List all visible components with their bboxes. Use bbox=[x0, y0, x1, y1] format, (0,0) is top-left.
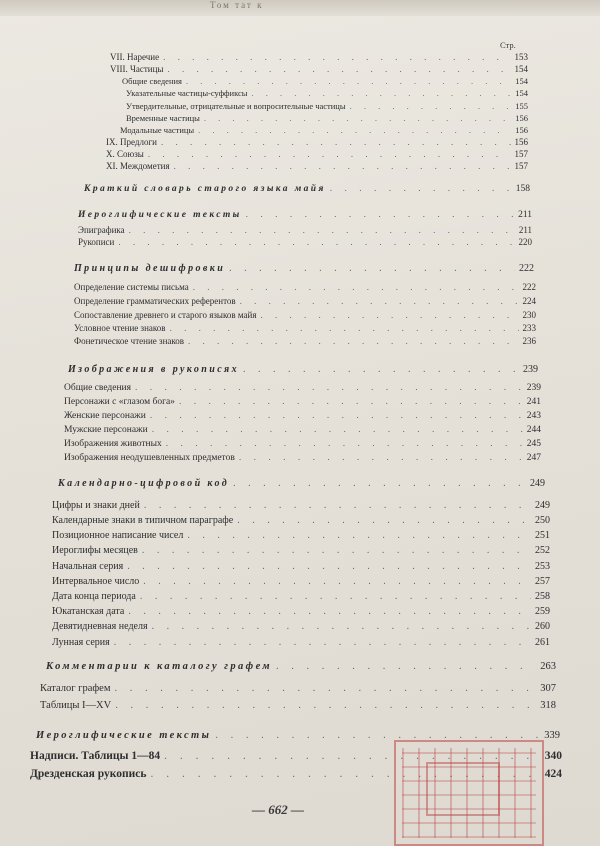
leader-dots bbox=[152, 621, 531, 632]
leader-dots bbox=[187, 530, 531, 541]
leader-dots bbox=[246, 210, 514, 220]
toc-entry-label: Утвердительные, отрицательные и вопросительные частицы bbox=[126, 101, 346, 111]
section-dictionary-page: 158 bbox=[515, 184, 530, 194]
leader-dots bbox=[276, 661, 536, 672]
toc-entry bbox=[106, 137, 528, 147]
page-column-label: Стр. bbox=[500, 40, 516, 50]
toc-entry-page: 261 bbox=[535, 637, 550, 648]
toc-entry bbox=[78, 225, 532, 235]
leader-dots bbox=[188, 336, 518, 346]
toc-entry-label: X. Союзы bbox=[106, 149, 144, 159]
toc-entry-label: Надписи. Таблицы 1—84 bbox=[30, 750, 161, 762]
section-images-label: Изображения в рукописях bbox=[68, 364, 240, 375]
leader-dots bbox=[330, 184, 512, 194]
toc-entry bbox=[126, 88, 528, 98]
toc-entry bbox=[52, 515, 550, 526]
leader-dots bbox=[135, 383, 523, 393]
section-images-page: 239 bbox=[523, 364, 538, 375]
toc-entry-page: 157 bbox=[514, 161, 528, 171]
toc-entry-label: Девятидневная неделя bbox=[52, 621, 148, 632]
section-hieroglyphic-texts-2-page: 339 bbox=[544, 730, 560, 741]
page-number: — 662 — bbox=[252, 802, 304, 817]
leader-dots bbox=[229, 263, 515, 274]
toc-entry-label: Сопоставление древнего и старого языков майя bbox=[74, 310, 257, 320]
section-calendar-label: Календарно-цифровой код bbox=[58, 478, 230, 489]
section-decipherment-page: 222 bbox=[519, 263, 534, 274]
leader-dots bbox=[166, 439, 523, 449]
toc-entry-label: Иероглифы месяцев bbox=[52, 545, 138, 556]
toc-entry-label: Эпиграфика bbox=[78, 225, 125, 235]
toc-entry-label: Таблицы I—XV bbox=[40, 700, 112, 711]
toc-entry-page: 156 bbox=[514, 137, 528, 147]
toc-entry-label: Общие сведения bbox=[122, 76, 182, 86]
leader-dots bbox=[163, 52, 510, 62]
toc-entry bbox=[78, 237, 532, 247]
section-comments-label: Комментарии к каталогу графем bbox=[46, 661, 272, 672]
toc-entry-page: 252 bbox=[535, 545, 550, 556]
leader-dots bbox=[115, 700, 536, 711]
leader-dots bbox=[161, 137, 511, 147]
toc-entry-page: 211 bbox=[518, 225, 532, 235]
toc-entry bbox=[52, 530, 550, 541]
toc-entry bbox=[40, 683, 556, 694]
toc-entry-label: Мужские персонажи bbox=[64, 425, 148, 435]
toc-entry-label: Интервальное число bbox=[52, 576, 140, 587]
leader-dots bbox=[237, 515, 531, 526]
toc-entry-page: 245 bbox=[526, 439, 541, 449]
toc-entry-page: 224 bbox=[522, 296, 536, 306]
toc-entry bbox=[106, 149, 528, 159]
toc-entry-page: 318 bbox=[540, 700, 556, 711]
section-decipherment-label: Принципы дешифровки bbox=[74, 263, 226, 274]
section-hieroglyphic-texts-page: 211 bbox=[518, 210, 532, 220]
toc-entry-label: Женские персонажи bbox=[64, 411, 146, 421]
leader-dots bbox=[186, 76, 511, 86]
toc-entry-label: Начальная серия bbox=[52, 561, 124, 572]
toc-entry bbox=[74, 323, 536, 333]
toc-entry-label: Временные частицы bbox=[126, 113, 200, 123]
toc-entry bbox=[52, 545, 550, 556]
leader-dots bbox=[167, 64, 510, 74]
leader-dots bbox=[174, 161, 511, 171]
toc-entry bbox=[74, 310, 536, 320]
toc-entry-label: Дата конца периода bbox=[52, 591, 136, 602]
toc-entry-label: Определение грамматических референтов bbox=[74, 296, 236, 306]
leader-dots bbox=[252, 88, 512, 98]
leader-dots bbox=[127, 561, 531, 572]
leader-dots bbox=[152, 425, 523, 435]
section-dictionary bbox=[84, 184, 530, 194]
toc-entry-page: 154 bbox=[514, 64, 528, 74]
toc-entry-label: Юкатанская дата bbox=[52, 606, 125, 617]
leader-dots bbox=[260, 310, 518, 320]
toc-entry bbox=[64, 439, 541, 449]
toc-entry bbox=[120, 125, 528, 135]
section-comments-page: 263 bbox=[540, 661, 556, 672]
toc-entry bbox=[52, 561, 550, 572]
toc-entry-page: 236 bbox=[522, 336, 536, 346]
toc-entry-label: Указательные частицы-суффиксы bbox=[126, 88, 248, 98]
toc-entry bbox=[52, 591, 550, 602]
section-dictionary-label: Краткий словарь старого языка майя bbox=[84, 184, 326, 194]
section-calendar-page: 249 bbox=[530, 478, 545, 489]
toc-entry-page: 307 bbox=[540, 683, 556, 694]
leader-dots bbox=[114, 637, 531, 648]
toc-entry-label: VIII. Частицы bbox=[110, 64, 164, 74]
leader-dots bbox=[118, 237, 514, 247]
toc-entry-label: XI. Междометия bbox=[106, 161, 170, 171]
toc-entry-label: Дрезденская рукопись bbox=[30, 768, 147, 780]
toc-entry-page: 222 bbox=[522, 282, 536, 292]
toc-entry-page: 243 bbox=[526, 411, 541, 421]
toc-entry-page: 233 bbox=[522, 323, 536, 333]
section-comments bbox=[46, 661, 556, 672]
toc-entry-page: 257 bbox=[535, 576, 550, 587]
toc-entry bbox=[74, 296, 536, 306]
toc-entry-label: Календарные знаки в типичном параграфе bbox=[52, 515, 234, 526]
toc-entry-label: Фонетическое чтение знаков bbox=[74, 336, 185, 346]
section-hieroglyphic-texts bbox=[78, 210, 532, 220]
toc-entry-page: 244 bbox=[526, 425, 541, 435]
library-stamp bbox=[394, 740, 544, 846]
toc-entry bbox=[110, 52, 528, 62]
section-images bbox=[68, 364, 538, 375]
leader-dots bbox=[143, 576, 531, 587]
toc-entry bbox=[64, 397, 541, 407]
toc-entry-page: 154 bbox=[515, 76, 528, 86]
toc-entry bbox=[52, 606, 550, 617]
toc-entry-page: 249 bbox=[535, 500, 550, 511]
leader-dots bbox=[150, 411, 523, 421]
leader-dots bbox=[142, 545, 531, 556]
section-hieroglyphic-texts-label: Иероглифические тексты bbox=[78, 210, 242, 220]
toc-entry-page: 157 bbox=[514, 149, 528, 159]
leader-dots bbox=[114, 683, 536, 694]
toc-entry-page: 156 bbox=[515, 113, 528, 123]
toc-entry bbox=[74, 282, 536, 292]
toc-entry-label: Цифры и знаки дней bbox=[52, 500, 140, 511]
toc-entry-page: 340 bbox=[544, 750, 562, 762]
toc-entry-page: 424 bbox=[544, 768, 562, 780]
toc-entry-label: Позиционное написание чисел bbox=[52, 530, 184, 541]
toc-entry-label: IX. Предлоги bbox=[106, 137, 157, 147]
toc-entry bbox=[52, 576, 550, 587]
toc-entry-page: 247 bbox=[526, 453, 541, 463]
leader-dots bbox=[243, 364, 519, 375]
leader-dots bbox=[128, 606, 531, 617]
section-calendar bbox=[58, 478, 545, 489]
leader-dots bbox=[144, 500, 531, 511]
toc-entry bbox=[74, 336, 536, 346]
toc-entry-page: 155 bbox=[515, 101, 528, 111]
toc-entry-label: Лунная серия bbox=[52, 637, 110, 648]
toc-entry-page: 251 bbox=[535, 530, 550, 541]
toc-entry-label: Условное чтение знаков bbox=[74, 323, 166, 333]
toc-entry bbox=[64, 453, 541, 463]
toc-entry bbox=[126, 101, 528, 111]
leader-dots bbox=[350, 101, 512, 111]
toc-entry-label: Изображения животных bbox=[64, 439, 162, 449]
leader-dots bbox=[239, 453, 523, 463]
toc-entry-label: Рукописи bbox=[78, 237, 115, 247]
toc-entry-page: 156 bbox=[515, 125, 528, 135]
toc-entry bbox=[64, 411, 541, 421]
toc-entry bbox=[52, 500, 550, 511]
leader-dots bbox=[148, 149, 511, 159]
toc-entry bbox=[110, 64, 528, 74]
section-hieroglyphic-texts-2-label: Иероглифические тексты bbox=[36, 730, 212, 741]
toc-entry-page: 153 bbox=[514, 52, 528, 62]
toc-entry bbox=[40, 700, 556, 711]
toc-entry-label: Общие сведения bbox=[64, 383, 132, 393]
section-decipherment bbox=[74, 263, 534, 274]
toc-entry-page: 253 bbox=[535, 561, 550, 572]
toc-entry bbox=[106, 161, 528, 171]
toc-entry-page: 258 bbox=[535, 591, 550, 602]
leader-dots bbox=[193, 282, 519, 292]
leader-dots bbox=[170, 323, 519, 333]
leader-dots bbox=[179, 397, 523, 407]
toc-entry-page: 220 bbox=[518, 237, 532, 247]
leader-dots bbox=[233, 478, 526, 489]
toc-entry bbox=[126, 113, 528, 123]
toc-entry-label: VII. Наречие bbox=[110, 52, 160, 62]
toc-entry-label: Определение системы письма bbox=[74, 282, 189, 292]
toc-entry bbox=[122, 76, 528, 86]
toc-entry-page: 260 bbox=[535, 621, 550, 632]
toc-entry-page: 239 bbox=[526, 383, 541, 393]
toc-entry-page: 241 bbox=[526, 397, 541, 407]
toc-entry-page: 259 bbox=[535, 606, 550, 617]
toc-entry-label: Персонажи с «глазом бога» bbox=[64, 397, 175, 407]
toc-entry bbox=[52, 637, 550, 648]
leader-dots bbox=[204, 113, 511, 123]
toc-entry-page: 250 bbox=[535, 515, 550, 526]
leader-dots bbox=[240, 296, 519, 306]
toc-entry bbox=[64, 425, 541, 435]
toc-entry bbox=[52, 621, 550, 632]
toc-entry-label: Изображения неодушевленных предметов bbox=[64, 453, 235, 463]
toc-entry-label: Модальные частицы bbox=[120, 125, 195, 135]
leader-dots bbox=[140, 591, 531, 602]
toc-entry-page: 230 bbox=[522, 310, 536, 320]
toc-entry-label: Каталог графем bbox=[40, 683, 111, 694]
leader-dots bbox=[198, 125, 511, 135]
leader-dots bbox=[129, 225, 515, 235]
top-edge-text: Том тат к bbox=[210, 0, 264, 10]
toc-entry-page: 154 bbox=[515, 88, 528, 98]
toc-entry bbox=[64, 383, 541, 393]
